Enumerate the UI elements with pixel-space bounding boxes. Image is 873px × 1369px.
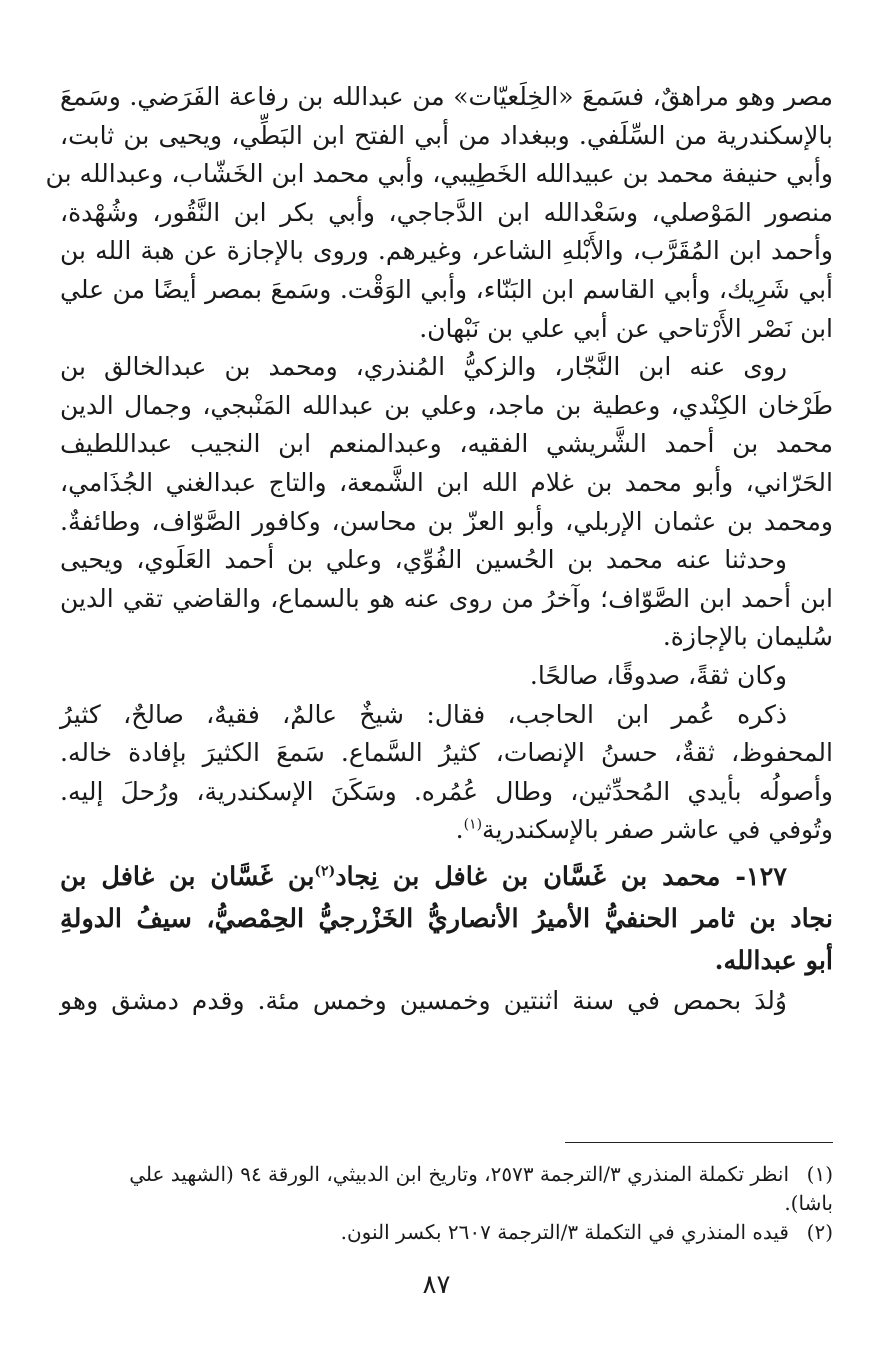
footnote-marker: (١) [463, 816, 483, 833]
footnote [60, 1218, 833, 1247]
text-line: سُليمان بالإجازة. [662, 622, 833, 652]
heading-text: ١٢٧- محمد بن غَسَّان بن غافل بن نِجاد [335, 861, 787, 892]
entry-heading-line: نجاد بن ثامر الحنفيُّ الأميرُ الأنصاريُّ الخَزْرجيُّ الحِمْصيُّ، سيفُ الدولةِ [60, 903, 833, 934]
text-line: وأبي حنيفة محمد بن عبيدالله الخَطِيبي، وأبي محمد ابن الخَشّاب، وعبدالله بن [45, 159, 833, 189]
text-line: أبي شَرِيك، وأبي القاسم ابن البَنّاء، وأبي الوَقْت. وسَمعَ بمصر أيضًا من علي [60, 274, 833, 304]
footnote-divider [565, 1142, 833, 1143]
entry-heading-line: أبو عبدالله. [714, 945, 833, 976]
text-line: روى عنه ابن النَّجّار، والزكيُّ المُنذري، ومحمد بن عبدالخالق بن [60, 352, 787, 382]
text-line: بالإسكندرية من السِّلَفي. وببغداد من أبي الفتح ابن البَطِّي، ويحيى بن ثابت، [60, 120, 833, 150]
heading-text: بن غَسَّان بن غافل بن [60, 861, 315, 892]
text-line: ابن نَصْر الأَرْتاحي عن أبي علي بن نَبْهان. [419, 313, 833, 343]
footnotes [60, 1160, 833, 1247]
page-number: ٨٧ [422, 1270, 451, 1300]
footnote-number: (٢) [806, 1220, 833, 1244]
text-line: الحَرّاني، وأبو محمد بن غلام الله ابن الشَّمعة، والتاج عبدالغني الجُذَامي، [60, 467, 833, 497]
text-line: منصور المَوْصلي، وسَعْدالله ابن الدَّجاجي، وأبي بكر ابن النَّقُور، وشُهْدة، [60, 197, 833, 227]
text-line: ابن أحمد ابن الصَّوّاف؛ وآخرُ من روى عنه هو بالسماع، والقاضي تقي الدين [60, 583, 833, 613]
page-body [45, 78, 833, 1020]
text-line-content: وتُوفي في عاشر صفر بالإسكندرية [482, 815, 833, 845]
text-line: ومحمد بن عثمان الإربلي، وأبو العزّ بن محاسن، وكافور الصَّوّاف، وطائفةٌ. [60, 506, 833, 536]
text-line: وكان ثقةً، صدوقًا، صالحًا. [529, 660, 787, 690]
footnote-text: انظر تكملة المنذري ٣/الترجمة ٢٥٧٣، وتاريخ ابن الدبيثي، الورقة ٩٤ (الشهيد علي [129, 1162, 789, 1186]
text-line: وأحمد ابن المُقَرَّب، والأَبْلهِ الشاعر، وغيرهم. وروى بالإجازة عن هبة الله بن [60, 236, 833, 266]
text-line: المحفوظ، ثقةٌ، حسنُ الإنصات، كثيرُ السَّماع. سَمعَ الكثيرَ بإفادة خاله. [60, 738, 833, 768]
entry-heading-line [60, 856, 833, 898]
text-line: وأصولُه بأيدي المُحدِّثين، وطال عُمُره. وسَكَنَ الإسكندرية، ورُحلَ إليه. [60, 776, 833, 806]
footnote-text: قيده المنذري في التكملة ٣/الترجمة ٢٦٠٧ بكسر النون. [340, 1220, 789, 1244]
text-line: مصر وهو مراهقٌ، فسَمعَ «الخِلَعيّات» من عبدالله بن رفاعة الفَرَضي. وسَمعَ [60, 82, 833, 111]
text-line: محمد بن أحمد الشَّريشي الفقيه، وعبدالمنعم ابن النجيب عبداللطيف [60, 429, 833, 459]
text-line: ذكره عُمر ابن الحاجب، فقال: شيخٌ عالمٌ، فقيهٌ، صالحٌ، كثيرُ [60, 699, 787, 729]
footnote [60, 1160, 833, 1189]
footnote-continuation: باشا). [784, 1191, 833, 1215]
text-line: وُلدَ بحمص في سنة اثنتين وخمسين وخمس مئة. وقدم دمشق وهو [60, 985, 788, 1015]
text-line: وتُوفي في عاشر صفر بالإسكندرية$^{(١)}$. [455, 815, 833, 845]
footnote-number: (١) [806, 1162, 833, 1186]
text-line: طَرْخان الكِنْدي، وعطية بن ماجد، وعلي بن عبدالله المَنْبجي، وجمال الدين [60, 390, 833, 420]
text-line: وحدثنا عنه محمد بن الحُسين الفُوِّي، وعلي بن أحمد العَلَوي، ويحيى [60, 545, 787, 575]
footnote-marker: (٢) [314, 863, 336, 880]
